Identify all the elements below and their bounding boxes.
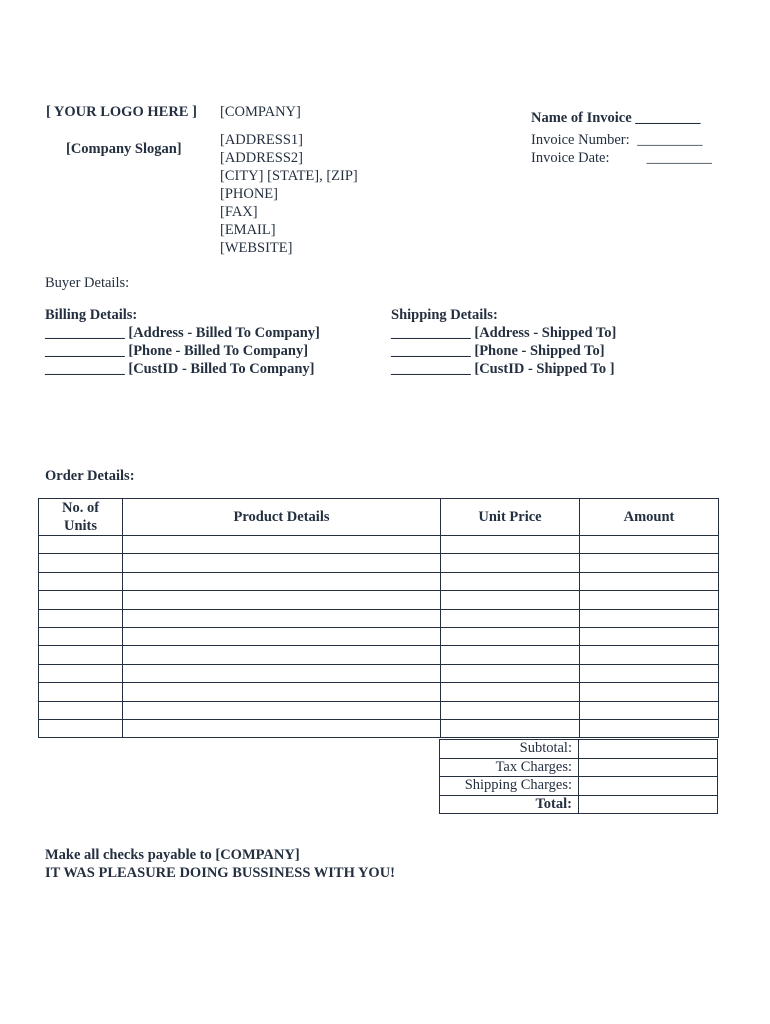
thank-you-note: IT WAS PLEASURE DOING BUSSINESS WITH YOU! [45, 865, 395, 881]
amount-cell[interactable] [580, 664, 719, 682]
amount-cell[interactable] [580, 683, 719, 701]
order-row [39, 719, 719, 737]
total-label: Total: [440, 795, 579, 814]
units-cell[interactable] [39, 627, 123, 645]
order-row [39, 646, 719, 664]
billing-custid-line [45, 360, 320, 378]
order-details-heading: Order Details: [45, 468, 135, 484]
order-table-header [39, 499, 719, 536]
address-fax: [FAX] [220, 204, 258, 220]
product-cell[interactable] [123, 646, 441, 664]
billing-address-line [45, 324, 320, 342]
subtotal-value[interactable] [579, 740, 718, 759]
shipping-charges-value[interactable] [579, 777, 718, 796]
unit-price-cell[interactable] [441, 701, 580, 719]
shipping-custid-line [391, 360, 616, 378]
billing-phone-line [45, 342, 320, 360]
order-table [38, 498, 719, 738]
tax-label: Tax Charges: [440, 758, 579, 777]
col-header-amount: Amount [580, 499, 719, 536]
total-row [440, 795, 718, 814]
invoice-name-label: Name of Invoice [531, 110, 632, 126]
billing-address-blank[interactable]: ___________ [45, 325, 125, 341]
order-row [39, 701, 719, 719]
amount-cell[interactable] [580, 554, 719, 572]
logo-placeholder: [ YOUR LOGO HERE ] [46, 104, 197, 120]
product-cell[interactable] [123, 591, 441, 609]
unit-price-cell[interactable] [441, 572, 580, 590]
unit-price-cell[interactable] [441, 609, 580, 627]
amount-cell[interactable] [580, 701, 719, 719]
invoice-number-label: Invoice Number: [531, 132, 630, 148]
tax-value[interactable] [579, 758, 718, 777]
order-row [39, 683, 719, 701]
amount-cell[interactable] [580, 719, 719, 737]
units-cell[interactable] [39, 719, 123, 737]
unit-price-cell[interactable] [441, 683, 580, 701]
amount-cell[interactable] [580, 572, 719, 590]
product-cell[interactable] [123, 701, 441, 719]
unit-price-cell[interactable] [441, 646, 580, 664]
tax-row [440, 758, 718, 777]
address-phone: [PHONE] [220, 186, 278, 202]
order-row [39, 627, 719, 645]
product-cell[interactable] [123, 572, 441, 590]
invoice-date-label: Invoice Date: [531, 150, 610, 166]
order-row [39, 572, 719, 590]
address-line-1: [ADDRESS1] [220, 132, 303, 148]
billing-phone-text: [Phone - Billed To Company] [128, 343, 309, 359]
units-cell[interactable] [39, 701, 123, 719]
unit-price-cell[interactable] [441, 719, 580, 737]
subtotal-row [440, 740, 718, 759]
shipping-address-line [391, 324, 616, 342]
order-row [39, 554, 719, 572]
units-cell[interactable] [39, 572, 123, 590]
checks-payable-note: Make all checks payable to [COMPANY] [45, 847, 300, 863]
address-website: [WEBSITE] [220, 240, 293, 256]
shipping-address-blank[interactable]: ___________ [391, 325, 471, 341]
company-name: [COMPANY] [220, 104, 301, 120]
billing-phone-blank[interactable]: ___________ [45, 343, 125, 359]
billing-details [45, 306, 320, 378]
shipping-phone-text: [Phone - Shipped To] [474, 343, 605, 359]
billing-custid-text: [CustID - Billed To Company] [128, 361, 315, 377]
product-cell[interactable] [123, 627, 441, 645]
units-cell[interactable] [39, 536, 123, 554]
product-cell[interactable] [123, 683, 441, 701]
product-cell[interactable] [123, 609, 441, 627]
unit-price-cell[interactable] [441, 591, 580, 609]
product-cell[interactable] [123, 719, 441, 737]
col-header-units: No. of Units [39, 499, 123, 536]
unit-price-cell[interactable] [441, 536, 580, 554]
unit-price-cell[interactable] [441, 627, 580, 645]
units-cell[interactable] [39, 591, 123, 609]
buyer-details-heading: Buyer Details: [45, 275, 130, 291]
units-cell[interactable] [39, 646, 123, 664]
billing-address-text: [Address - Billed To Company] [128, 325, 320, 341]
invoice-date-blank[interactable]: _________ [646, 150, 712, 166]
product-cell[interactable] [123, 664, 441, 682]
order-row [39, 591, 719, 609]
order-row [39, 609, 719, 627]
shipping-address-text: [Address - Shipped To] [474, 325, 617, 341]
amount-cell[interactable] [580, 627, 719, 645]
units-cell[interactable] [39, 554, 123, 572]
order-row [39, 664, 719, 682]
company-slogan: [Company Slogan] [66, 141, 182, 157]
order-row [39, 536, 719, 554]
units-cell[interactable] [39, 683, 123, 701]
shipping-phone-blank[interactable]: ___________ [391, 343, 471, 359]
units-cell[interactable] [39, 609, 123, 627]
shipping-details [391, 306, 616, 378]
invoice-date [531, 149, 712, 167]
units-cell[interactable] [39, 664, 123, 682]
shipping-custid-blank[interactable]: ___________ [391, 361, 471, 377]
amount-cell[interactable] [580, 609, 719, 627]
shipping-phone-line [391, 342, 616, 360]
shipping-details-heading: Shipping Details: [391, 307, 498, 323]
address-city-state-zip: [CITY] [STATE], [ZIP] [220, 168, 358, 184]
col-header-unit-price: Unit Price [441, 499, 580, 536]
billing-details-heading: Billing Details: [45, 307, 138, 323]
address-email: [EMAIL] [220, 222, 276, 238]
product-cell[interactable] [123, 554, 441, 572]
totals-table [439, 739, 718, 814]
billing-custid-blank[interactable]: ___________ [45, 361, 125, 377]
company-address-block [220, 131, 358, 257]
address-line-2: [ADDRESS2] [220, 150, 303, 166]
shipping-charges-row [440, 777, 718, 796]
unit-price-cell[interactable] [441, 664, 580, 682]
product-cell[interactable] [123, 536, 441, 554]
invoice-number-blank[interactable]: _________ [637, 132, 703, 148]
invoice-name-blank[interactable]: _________ [635, 110, 701, 126]
amount-cell[interactable] [580, 536, 719, 554]
col-header-product: Product Details [123, 499, 441, 536]
shipping-custid-text: [CustID - Shipped To ] [474, 361, 615, 377]
amount-cell[interactable] [580, 646, 719, 664]
total-value[interactable] [579, 795, 718, 814]
invoice-number [531, 131, 703, 149]
subtotal-label: Subtotal: [440, 740, 579, 759]
invoice-name [531, 109, 701, 127]
amount-cell[interactable] [580, 591, 719, 609]
shipping-charges-label: Shipping Charges: [440, 777, 579, 796]
unit-price-cell[interactable] [441, 554, 580, 572]
